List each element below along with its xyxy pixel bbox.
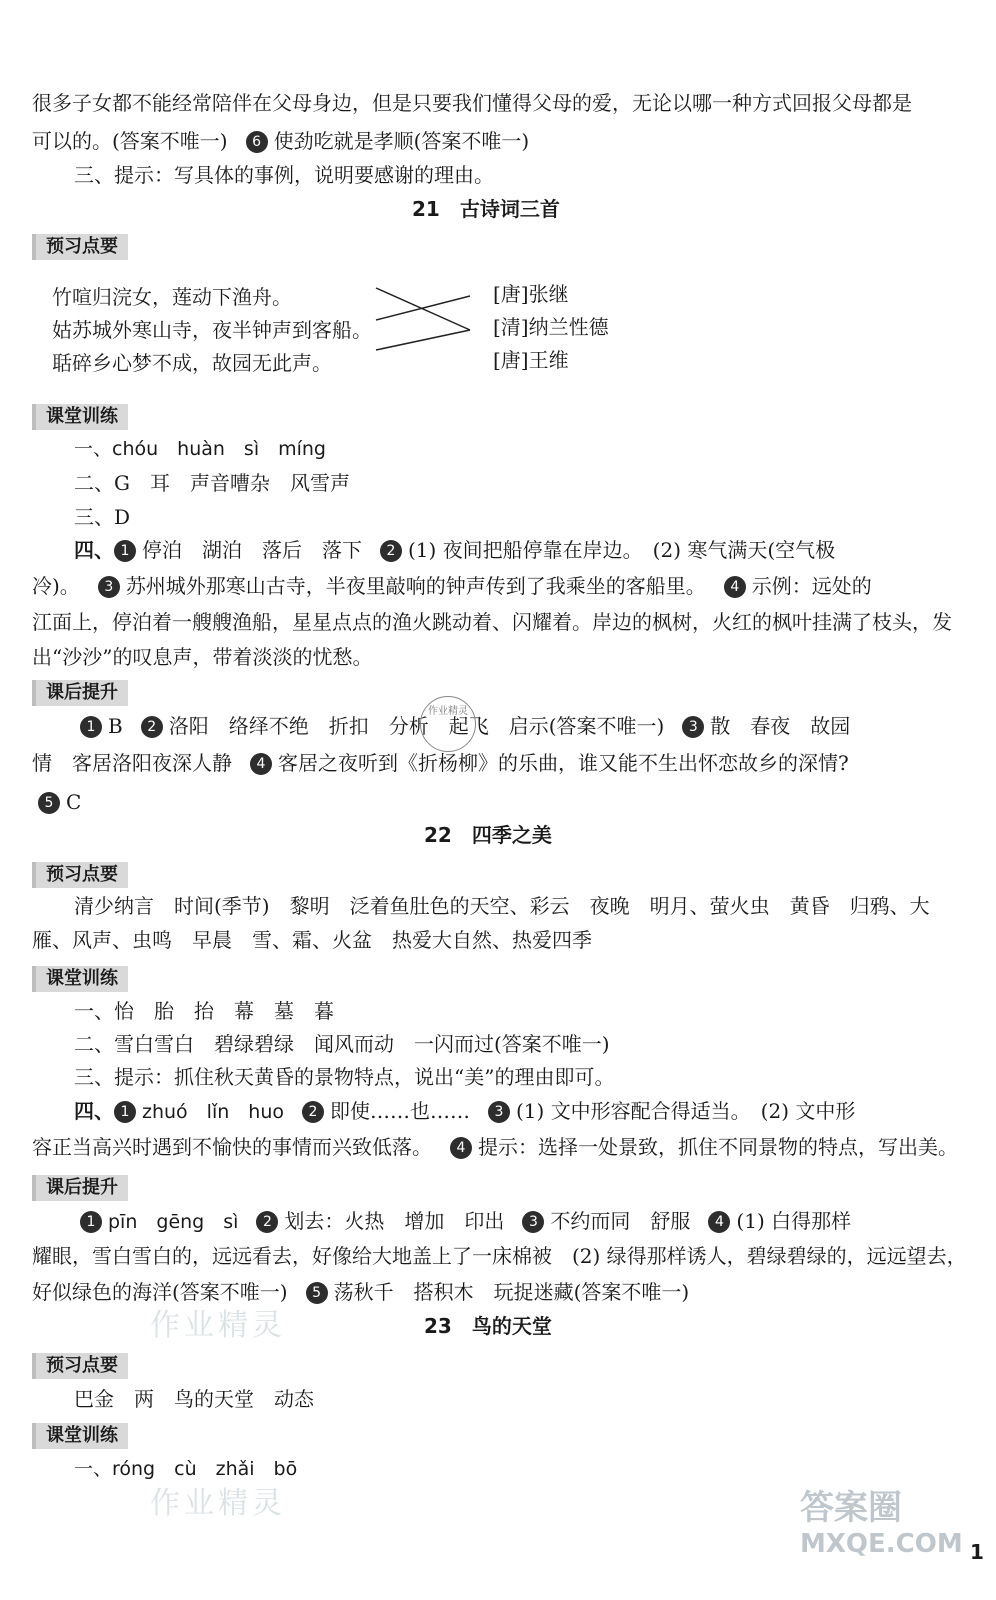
number-badge: 3 [522, 1211, 544, 1233]
l21-after-line-2 [32, 753, 849, 775]
author-2: [清]纳兰性德 [493, 315, 609, 339]
intro-line-3: 三、提示：写具体的事例，说明要感谢的理由。 [74, 163, 494, 187]
section-after-21: 课后提升 [32, 680, 128, 706]
q4-a: 停泊 湖泊 落后 落下 [142, 538, 362, 562]
q4-e: 提示：选择一处景致，抓住不同景物的特点，写出美。 [478, 1135, 958, 1159]
intro-line-2b: 使劲吃就是孝顺(答案不唯一) [273, 129, 530, 153]
l21-class-4-line-3: 江面上，停泊着一艘艘渔船，星星点点的渔火跳动着、闪耀着。岸边的枫树，火红的枫叶挂满了枝头，发 [32, 610, 952, 634]
l22-after-line-1 [80, 1211, 851, 1233]
l21-class-2: 二、G 耳 声音嘈杂 风雪声 [74, 471, 350, 495]
watermark-stamp: 作业精灵 [420, 696, 476, 752]
q4-c: 苏州城外那寒山古寺，半夜里敲响的钟声传到了我乘坐的客船里。 [125, 574, 706, 598]
author-3: [唐]王维 [493, 348, 569, 372]
intro-line-2 [32, 131, 529, 153]
section-class-21: 课堂训练 [32, 404, 128, 430]
l23-preview-1: 巴金 两 鸟的天堂 动态 [74, 1387, 314, 1411]
l22-class-1: 一、怡 胎 抬 幕 墓 暮 [74, 999, 334, 1023]
section-preview-22: 预习点要 [32, 862, 128, 888]
l21-after-line-3 [38, 792, 81, 814]
after-1: pīn gēng sì [108, 1211, 239, 1233]
after-1: B [108, 714, 123, 738]
l21-class-3: 三、D [74, 505, 131, 529]
l22-after-line-2: 耀眼，雪白雪白的，远远看去，好像给大地盖上了一床棉被 (2) 绿得那样诱人，碧绿碧绿的，远远望去， [32, 1244, 967, 1268]
brand-url: MXQE.COM [800, 1529, 963, 1559]
after-3b: 情 客居洛阳夜深人静 [32, 751, 232, 775]
number-badge: 5 [38, 792, 60, 814]
section-class-22: 课堂训练 [32, 966, 128, 992]
after-3: 散 春夜 故园 [710, 714, 851, 738]
l22-class-3: 三、提示：抓住秋天黄昏的景物特点，说出“美”的理由即可。 [74, 1065, 615, 1089]
brand-watermark [800, 1480, 963, 1559]
poem-line-2: 姑苏城外寒山寺，夜半钟声到客船。 [52, 318, 372, 342]
after-5: 荡秋千 搭积木 玩捉迷藏(答案不唯一) [333, 1280, 690, 1304]
number-badge: 2 [141, 716, 163, 738]
poem-line-1: 竹喧归浣女，莲动下渔舟。 [52, 285, 292, 309]
number-badge: 3 [488, 1101, 510, 1123]
number-badge: 1 [114, 1101, 136, 1123]
q4-c0: 冷)。 [32, 574, 80, 598]
l22-class-2: 二、雪白雪白 碧绿碧绿 闻风而动 一闪而过(答案不唯一) [74, 1032, 610, 1056]
page-number: 1 [970, 1540, 984, 1564]
l22-class-4 [74, 1101, 855, 1123]
l22-preview-1: 清少纳言 时间(季节) 黎明 泛着鱼肚色的天空、彩云 夜晚 明月、萤火虫 黄昏 归鸦、大 [74, 894, 930, 918]
section-preview-23: 预习点要 [32, 1353, 128, 1379]
section-preview-21: 预习点要 [32, 234, 128, 260]
number-badge: 4 [724, 576, 746, 598]
q4-b: (1) 夜间把船停靠在岸边。 (2) 寒气满天(空气极 [408, 538, 836, 562]
lesson-22-title: 22 四季之美 [424, 823, 552, 847]
match-line-3 [376, 330, 470, 350]
l22-class-4-line-2 [32, 1137, 958, 1159]
q4-d: 容正当高兴时遇到不愉快的事情而兴致低落。 [32, 1135, 432, 1159]
number-badge: 3 [682, 716, 704, 738]
after-5: C [66, 790, 82, 814]
number-badge: 3 [98, 576, 120, 598]
after-3: 不约而同 舒服 [550, 1209, 691, 1233]
number-badge: 1 [80, 716, 102, 738]
author-1: [唐]张继 [493, 282, 569, 306]
watermark-text-2: 作业精灵 [150, 1486, 286, 1521]
number-badge: 4 [708, 1211, 730, 1233]
q4-a: zhuó lǐn huo [142, 1101, 284, 1123]
section-class-23: 课堂训练 [32, 1423, 128, 1449]
lesson-21-title: 21 古诗词三首 [412, 197, 560, 221]
q4-b: 即使……也…… [330, 1099, 470, 1123]
l23-class-1: 一、róng cù zhǎi bō [74, 1458, 298, 1480]
brand-cn: 答案圈 [800, 1488, 902, 1528]
after-4: 客居之夜听到《折杨柳》的乐曲，谁又能不生出怀恋故乡的深情? [278, 751, 849, 775]
lesson-23-title: 23 鸟的天堂 [424, 1314, 552, 1338]
number-badge: 2 [256, 1211, 278, 1233]
l21-class-1: 一、chóu huàn sì míng [74, 438, 326, 460]
l21-class-4-line-2 [32, 576, 872, 598]
after-2: 划去：火热 增加 印出 [284, 1209, 505, 1233]
l21-class-4-line-4: 出“沙沙”的叹息声，带着淡淡的忧愁。 [32, 645, 373, 669]
number-badge: 4 [450, 1137, 472, 1159]
section-after-22: 课后提升 [32, 1175, 128, 1201]
number-badge: 4 [250, 753, 272, 775]
l22-after-line-3 [32, 1282, 689, 1304]
number-badge: 6 [246, 131, 268, 153]
after-4: (1) 白得那样 [736, 1209, 852, 1233]
match-line-1 [376, 288, 470, 330]
l21-class-4 [74, 540, 835, 562]
after-2: 洛阳 络绎不绝 折扣 分析 起飞 启示(答案不唯一) [168, 714, 665, 738]
q4-label: 四、 [74, 538, 114, 562]
matching-lines [370, 280, 480, 360]
number-badge: 1 [80, 1211, 102, 1233]
intro-line-2a: 可以的。(答案不唯一) [32, 129, 228, 153]
after-4c: 好似绿色的海洋(答案不唯一) [32, 1280, 288, 1304]
poem-line-3: 聒碎乡心梦不成，故园无此声。 [52, 351, 332, 375]
q4-c: (1) 文中形容配合得适当。 (2) 文中形 [516, 1099, 856, 1123]
l22-preview-2: 雁、风声、虫鸣 早晨 雪、霜、火盆 热爱大自然、热爱四季 [32, 928, 592, 952]
number-badge: 2 [380, 540, 402, 562]
match-line-2 [376, 296, 470, 320]
number-badge: 1 [114, 540, 136, 562]
q4-d: 示例：远处的 [751, 574, 872, 598]
q4-label: 四、 [74, 1099, 114, 1123]
number-badge: 2 [302, 1101, 324, 1123]
intro-line-1: 很多子女都不能经常陪伴在父母身边，但是只要我们懂得父母的爱，无论以哪一种方式回报父母都是 [32, 91, 912, 115]
watermark-text: 作业精灵 [150, 1308, 286, 1343]
number-badge: 5 [306, 1282, 328, 1304]
